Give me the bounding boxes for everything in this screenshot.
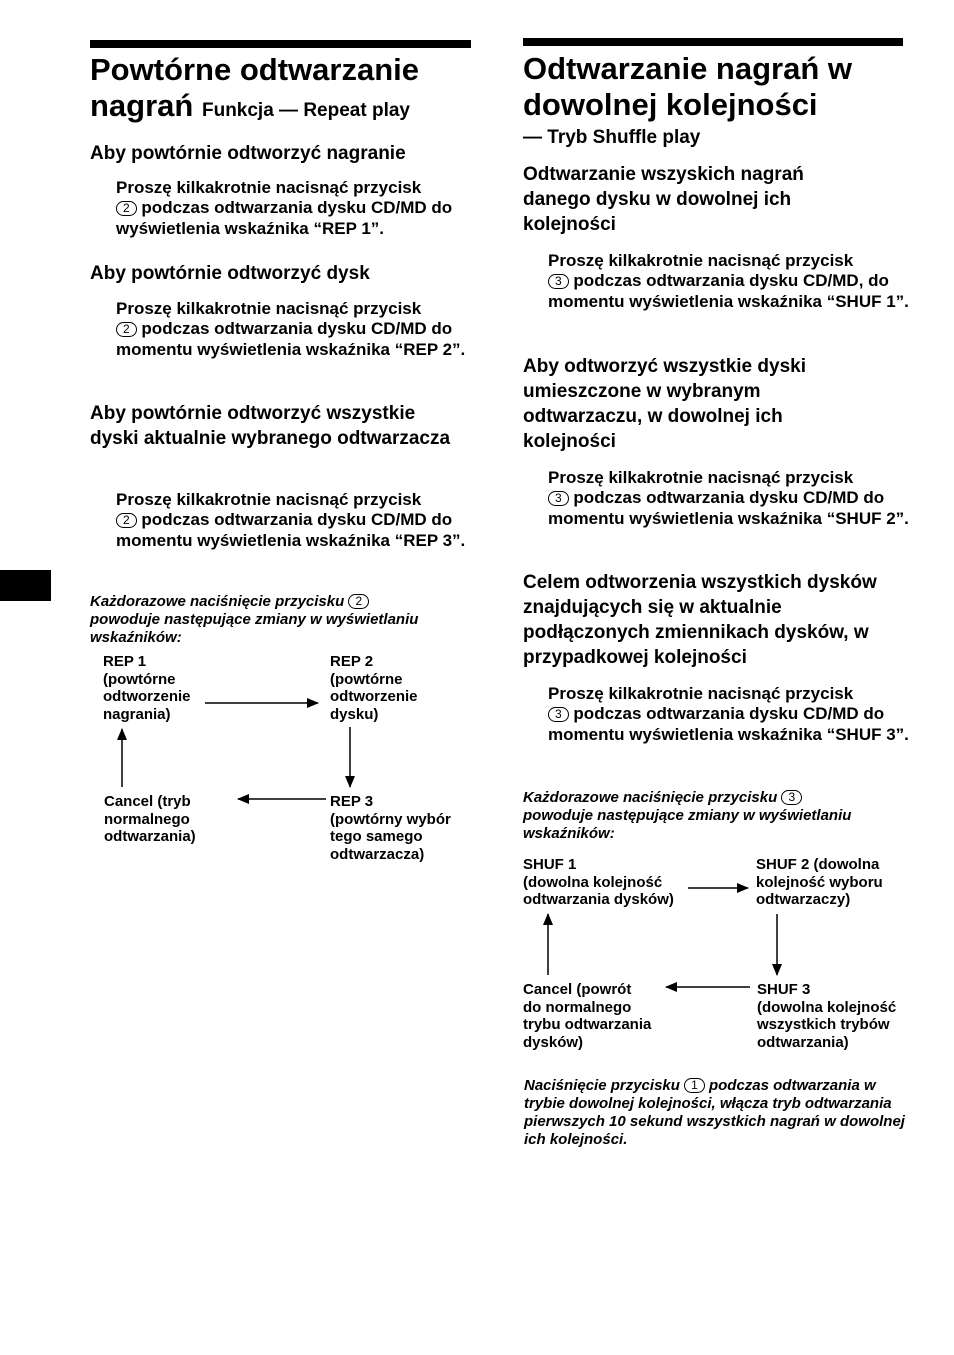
button-3-icon: 3 <box>548 491 569 506</box>
right-section-2-heading: Aby odtworzyć wszystkie dyski umieszczone w wybranym odtwarzaczu, w dowolnej ich kolejności <box>523 356 806 452</box>
button-2-icon: 2 <box>116 322 137 337</box>
instruction-text: Proszę kilkakrotnie nacisnąć przycisk <box>548 684 854 703</box>
instruction-text: podczas odtwarzania dysku CD/MD do momentu wyświetlenia wskaźnika “REP 3”. <box>116 510 466 550</box>
right-section-3-heading: Celem odtworzenia wszystkich dysków znajdujących się w aktualnie podłączonych zmiennikach dysków, w przypadkowej kolejności <box>523 572 877 668</box>
instruction-text: podczas odtwarzania dysku CD/MD do momentu wyświetlenia wskaźnika “SHUF 2”. <box>548 488 909 528</box>
right-title-line-1: Odtwarzanie nagrań w <box>523 51 853 86</box>
note-text: Każdorazowe naciśnięcie przycisku <box>523 789 778 806</box>
left-section-1-heading: Aby powtórnie odtworzyć nagranie <box>90 143 406 164</box>
instruction-text: Proszę kilkakrotnie nacisnąć przycisk <box>548 468 854 487</box>
cancel-label: Cancel (powrót do normalnego trybu odtwarzania dysków) <box>523 981 652 1051</box>
left-section-3-heading: Aby powtórnie odtworzyć wszystkie dyski aktualnie wybranego odtwarzacza <box>90 403 451 449</box>
left-section-2-heading: Aby powtórnie odtworzyć dysk <box>90 263 370 284</box>
button-1-icon: 1 <box>684 1078 705 1093</box>
cancel-label: Cancel (tryb normalnego odtwarzania) <box>104 793 196 845</box>
button-3-icon: 3 <box>548 707 569 722</box>
left-title-function: Funkcja — Repeat play <box>201 100 410 121</box>
button-2-icon: 2 <box>116 513 137 528</box>
button-3-icon: 3 <box>781 790 802 805</box>
rep3-label: REP 3 (powtórny wybór tego samego odtwarzacza) <box>330 793 451 863</box>
rep1-label: REP 1 (powtórne odtworzenie nagrania) <box>103 653 191 723</box>
left-title-line-2: nagrań <box>90 88 194 123</box>
instruction-text: Proszę kilkakrotnie nacisnąć przycisk <box>116 178 422 197</box>
button-2-icon: 2 <box>348 594 369 609</box>
button-2-icon: 2 <box>116 201 137 216</box>
instruction-text: Proszę kilkakrotnie nacisnąć przycisk <box>116 299 422 318</box>
note-text: Naciśnięcie przycisku <box>524 1077 680 1094</box>
shuf1-label: SHUF 1 (dowolna kolejność odtwarzania dysków) <box>523 856 674 908</box>
instruction-text: Proszę kilkakrotnie nacisnąć przycisk <box>116 490 422 509</box>
right-section-1-heading: Odtwarzanie wszyskich nagrań danego dysku w dowolnej ich kolejności <box>523 164 804 235</box>
instruction-text: podczas odtwarzania dysku CD/MD do momentu wyświetlenia wskaźnika “SHUF 3”. <box>548 704 909 744</box>
right-title-line-2: dowolnej kolejności <box>523 87 818 122</box>
note-text: Każdorazowe naciśnięcie przycisku <box>90 593 345 610</box>
instruction-text: Proszę kilkakrotnie nacisnąć przycisk <box>548 251 854 270</box>
button-3-icon: 3 <box>548 274 569 289</box>
right-subtitle: — Tryb Shuffle play <box>523 127 701 148</box>
instruction-text: podczas odtwarzania dysku CD/MD do momentu wyświetlenia wskaźnika “REP 2”. <box>116 319 466 359</box>
left-title-line-1: Powtórne odtwarzanie <box>90 52 419 87</box>
shuf2-label: SHUF 2 (dowolna kolejność wyboru odtwarzaczy) <box>756 856 883 908</box>
rep2-label: REP 2 (powtórne odtworzenie dysku) <box>330 653 418 723</box>
note-text: powoduje następujące zmiany w wyświetlaniu wskaźników: <box>90 611 419 646</box>
shuf3-label: SHUF 3 (dowolna kolejność wszystkich trybów odtwarzania) <box>757 981 897 1051</box>
instruction-text: podczas odtwarzania dysku CD/MD do wyświetlenia wskaźnika “REP 1”. <box>116 198 453 238</box>
instruction-text: podczas odtwarzania dysku CD/MD, do momentu wyświetlenia wskaźnika “SHUF 1”. <box>548 271 909 311</box>
note-text: powoduje następujące zmiany w wyświetlaniu wskaźników: <box>523 807 852 842</box>
note-text: podczas odtwarzania w trybie dowolnej kolejności, włącza tryb odtwarzania pierwszych 10 sekund wszystkich nagrań w dowolnej ich kolejności. <box>524 1077 905 1148</box>
